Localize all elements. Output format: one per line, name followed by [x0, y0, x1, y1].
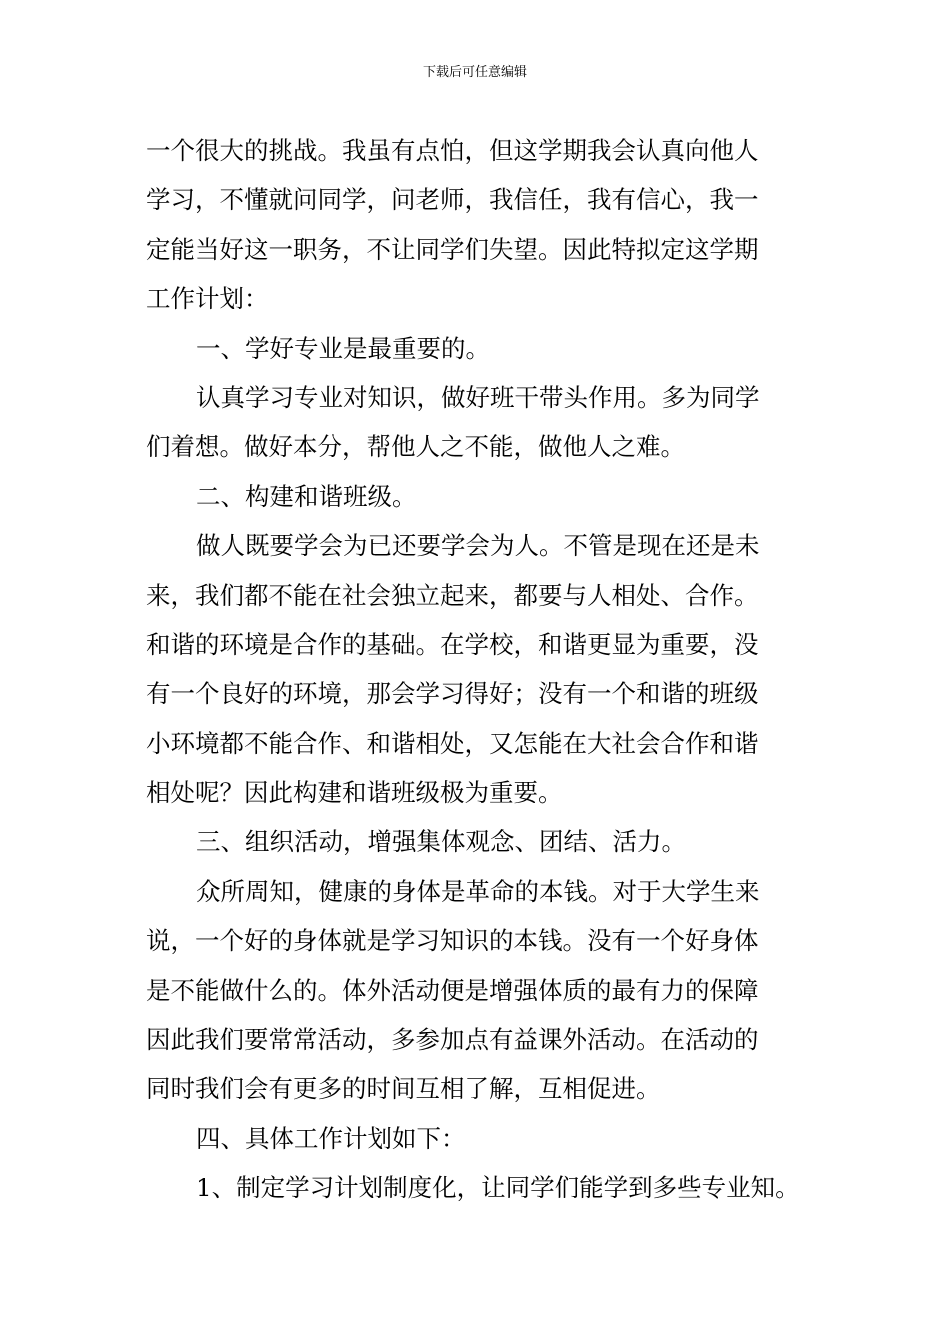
page-header: 下载后可任意编辑 — [422, 65, 527, 80]
text-line: 小环境都不能合作、和谐相处，又怎能在大社会合作和谐 — [146, 728, 759, 758]
list-item: 1、制定学习计划制度化，让同学们能学到多些专业知。 — [196, 1173, 800, 1203]
text-line: 同时我们会有更多的时间互相了解，互相促进。 — [146, 1074, 661, 1104]
text-line: 是不能做什么的。体外活动便是增强体质的最有力的保障 — [146, 975, 759, 1005]
text-line: 有一个良好的环境，那会学习得好；没有一个和谐的班级 — [146, 679, 759, 709]
section-heading: 二、构建和谐班级。 — [196, 481, 417, 511]
section-heading: 一、学好专业是最重要的。 — [196, 333, 490, 363]
text-line: 和谐的环境是合作的基础。在学校，和谐更显为重要，没 — [146, 629, 759, 659]
text-line: 因此我们要常常活动，多参加点有益课外活动。在活动的 — [146, 1025, 759, 1055]
text-line: 来，我们都不能在社会独立起来，都要与人相处、合作。 — [146, 580, 759, 610]
text-line: 说，一个好的身体就是学习知识的本钱。没有一个好身体 — [146, 926, 759, 956]
text-line: 工作计划： — [146, 284, 269, 314]
text-line: 众所周知，健康的身体是革命的本钱。对于大学生来 — [196, 876, 760, 906]
section-heading: 三、组织活动，增强集体观念、团结、活力。 — [196, 827, 686, 857]
text-line: 定能当好这一职务，不让同学们失望。因此特拟定这学期 — [146, 234, 759, 264]
text-line: 学习，不懂就问同学，问老师，我信任，我有信心，我一 — [146, 185, 759, 215]
text-line: 一个很大的挑战。我虽有点怕，但这学期我会认真向他人 — [146, 136, 759, 165]
text-line: 做人既要学会为已还要学会为人。不管是现在还是未 — [196, 531, 760, 561]
text-line: 们着想。做好本分，帮他人之不能，做他人之难。 — [146, 432, 685, 462]
section-heading: 四、具体工作计划如下： — [196, 1123, 466, 1153]
document-body — [146, 126, 806, 1213]
text-line: 相处呢？因此构建和谐班级极为重要。 — [146, 778, 563, 808]
text-line: 认真学习专业对知识，做好班干带头作用。多为同学 — [196, 382, 760, 412]
